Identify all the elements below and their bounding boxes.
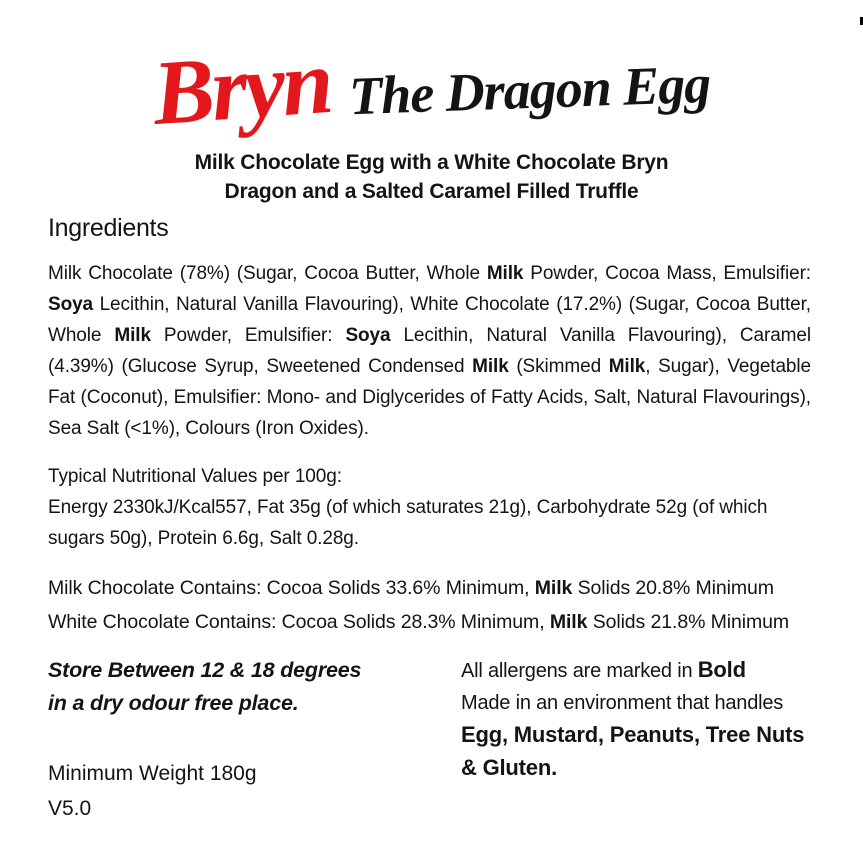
product-description-line2: Dragon and a Salted Caramel Filled Truffle xyxy=(224,180,639,203)
brand-name: Bryn xyxy=(150,29,334,145)
version-number: V5.0 xyxy=(48,797,92,820)
storage-instructions xyxy=(48,654,453,720)
footer-left-column xyxy=(48,654,453,821)
product-name: The Dragon Egg xyxy=(347,53,711,127)
nutrition-heading: Typical Nutritional Values per 100g: xyxy=(48,466,342,487)
brand-logo xyxy=(0,28,863,146)
nutrition-section xyxy=(48,461,811,554)
label-footer xyxy=(0,654,863,821)
storage-line1: Store Between 12 & 18 degrees xyxy=(48,658,362,682)
minimum-weight: Minimum Weight 180g xyxy=(48,762,257,785)
storage-line2: in a dry odour free place. xyxy=(48,691,299,715)
milk-chocolate-contains-line: Milk Chocolate Contains: Cocoa Solids 33.6% Minimum, Milk Solids 20.8% Minimum xyxy=(48,577,774,599)
allergen-bold-note: All allergens are marked in Bold xyxy=(461,657,746,682)
product-description-line1: Milk Chocolate Egg with a White Chocolate Bryn xyxy=(194,151,669,174)
allergen-environment-note: Made in an environment that handles Egg, Mustard, Peanuts, Tree Nuts & Gluten. xyxy=(461,692,805,780)
white-chocolate-contains-line: White Chocolate Contains: Cocoa Solids 28.3% Minimum, Milk Solids 21.8% Minimum xyxy=(48,611,790,633)
label-body xyxy=(0,214,863,639)
cocoa-solids-section xyxy=(48,571,811,639)
product-description xyxy=(0,148,863,206)
ingredients-text: Milk Chocolate (78%) (Sugar, Cocoa Butter, Whole Milk Powder, Cocoa Mass, Emulsifier: Soya Lecithin, Natural Vanilla Flavouring), White Chocolate (17.2%) (Sugar, Cocoa Butter, Whole Milk Powder, Emulsifier: Soya Lecithin, Natural Vanilla Flavouring), Caramel (4.39%) (Glucose Syrup, Sweetened Condensed Milk (Skimmed Milk, Sugar), Vegetable Fat (Coconut), Emulsifier: Mono- and Diglycerides of Fatty Acids, Salt, Natural Flavourings), Sea Salt (<1%), Colours (Iron Oxides). xyxy=(48,263,811,439)
ingredients-heading: Ingredients xyxy=(48,214,169,242)
allergen-info xyxy=(461,654,813,821)
nutrition-values-text: Energy 2330kJ/Kcal557, Fat 35g (of which saturates 21g), Carbohydrate 52g (of which sugars 50g), Protein 6.6g, Salt 0.28g. xyxy=(48,497,768,549)
